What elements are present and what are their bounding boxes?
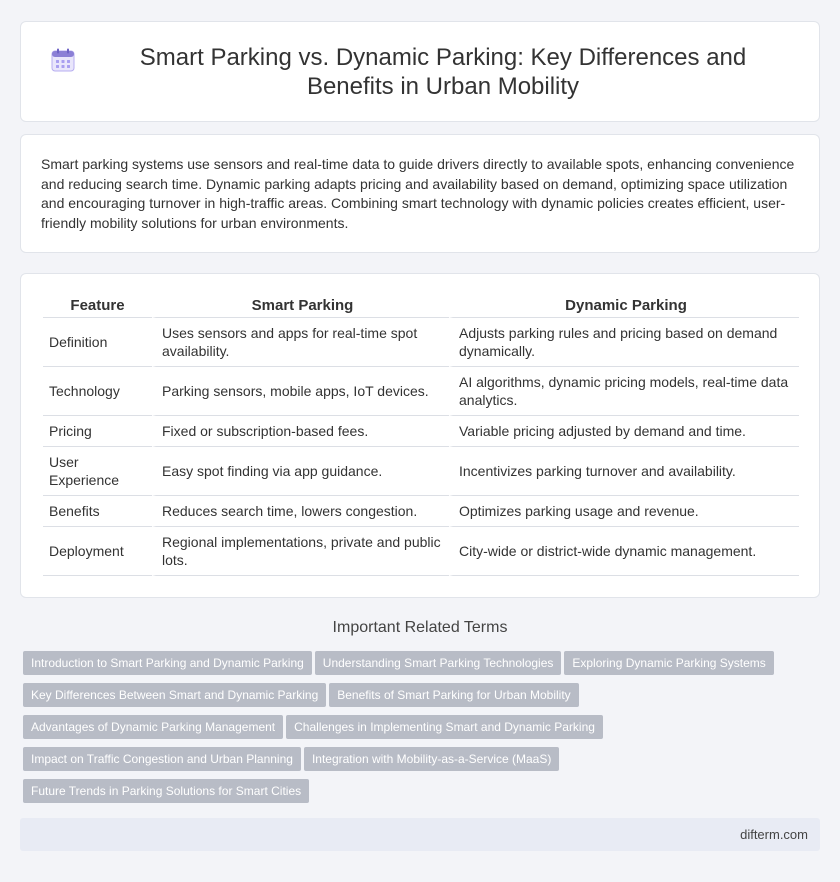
table-cell: Definition — [43, 318, 152, 367]
table-cell: Adjusts parking rules and pricing based on demand dynamically. — [449, 318, 799, 367]
related-tag[interactable]: Key Differences Between Smart and Dynamic Parking — [23, 683, 326, 707]
table-header-dynamic: Dynamic Parking — [449, 296, 799, 318]
table-cell: Deployment — [43, 527, 152, 576]
related-tag[interactable]: Understanding Smart Parking Technologies — [315, 651, 562, 675]
table-cell: AI algorithms, dynamic pricing models, real-time data analytics. — [449, 367, 799, 416]
table-cell: Reduces search time, lowers congestion. — [152, 496, 449, 527]
related-tag[interactable]: Benefits of Smart Parking for Urban Mobility — [329, 683, 578, 707]
table-row — [43, 367, 799, 416]
table-cell: Easy spot finding via app guidance. — [152, 447, 449, 496]
table-row — [43, 496, 799, 527]
table-cell: Uses sensors and apps for real-time spot availability. — [152, 318, 449, 367]
table-cell: City-wide or district-wide dynamic management. — [449, 527, 799, 576]
comparison-table — [43, 296, 799, 576]
table-row — [43, 447, 799, 496]
related-tag[interactable]: Future Trends in Parking Solutions for Smart Cities — [23, 779, 309, 803]
related-tag[interactable]: Integration with Mobility-as-a-Service (MaaS) — [304, 747, 559, 771]
header-card — [20, 21, 820, 122]
calendar-icon — [50, 47, 76, 73]
intro-text: Smart parking systems use sensors and real-time data to guide drivers directly to available spots, enhancing convenience and reducing search time. Dynamic parking adapts pricing and availability based on demand, optimizing space utilization and encouraging turnover in high-traffic areas. Combining smart technology with dynamic policies creates efficient, user-friendly mobility solutions for urban environments. — [41, 156, 795, 231]
table-cell: Regional implementations, private and public lots. — [152, 527, 449, 576]
table-row — [43, 318, 799, 367]
related-tags — [23, 651, 813, 811]
intro-card — [20, 134, 820, 253]
table-cell: Incentivizes parking turnover and availability. — [449, 447, 799, 496]
table-cell: Technology — [43, 367, 152, 416]
related-tag[interactable]: Advantages of Dynamic Parking Management — [23, 715, 283, 739]
table-cell: Optimizes parking usage and revenue. — [449, 496, 799, 527]
table-header-feature: Feature — [43, 296, 152, 318]
comparison-card — [20, 273, 820, 598]
table-cell: Parking sensors, mobile apps, IoT devices. — [152, 367, 449, 416]
related-terms-title: Important Related Terms — [332, 619, 508, 636]
table-header-smart: Smart Parking — [152, 296, 449, 318]
related-tag[interactable]: Impact on Traffic Congestion and Urban Planning — [23, 747, 301, 771]
related-tag[interactable]: Exploring Dynamic Parking Systems — [564, 651, 773, 675]
related-tag[interactable]: Challenges in Implementing Smart and Dynamic Parking — [286, 715, 603, 739]
table-cell: Pricing — [43, 416, 152, 447]
table-row — [43, 416, 799, 447]
footer — [20, 818, 820, 851]
table-cell: Variable pricing adjusted by demand and time. — [449, 416, 799, 447]
table-cell: User Experience — [43, 447, 152, 496]
table-row — [43, 527, 799, 576]
table-cell: Fixed or subscription-based fees. — [152, 416, 449, 447]
table-cell: Benefits — [43, 496, 152, 527]
page-title: Smart Parking vs. Dynamic Parking: Key Differences and Benefits in Urban Mobility — [139, 43, 747, 100]
footer-brand-link[interactable]: difterm.com — [740, 827, 808, 842]
related-tag[interactable]: Introduction to Smart Parking and Dynamic Parking — [23, 651, 312, 675]
